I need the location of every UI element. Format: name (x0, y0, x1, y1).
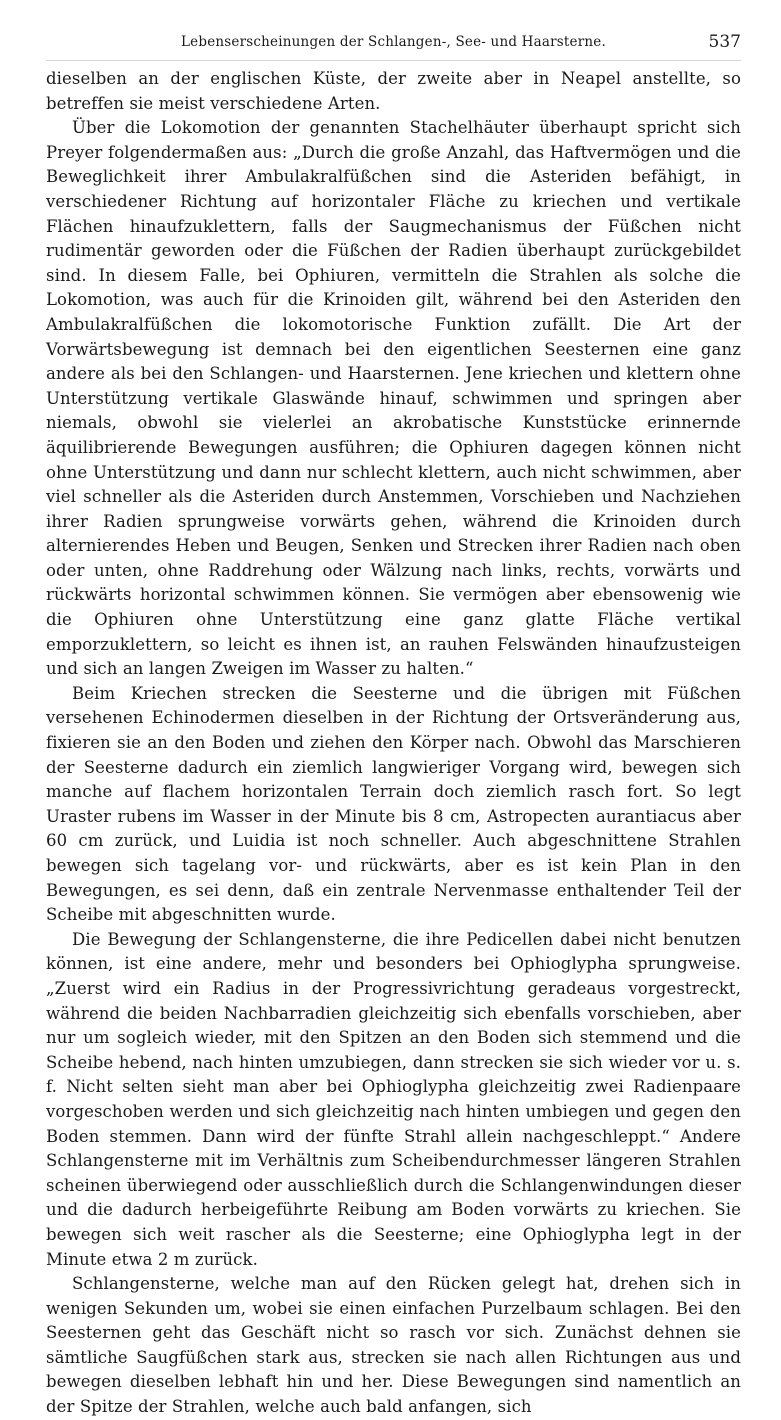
paragraph-continued: dieselben an der englischen Küste, der zweite aber in Neapel anstellte, so betreffen sie meist verschiedene Arten. (46, 69, 741, 113)
paragraph: Schlangensterne, welche man auf den Rücken gelegt hat, drehen sich in wenigen Sekunden um, wobei sie einen einfachen Purzelbaum schlagen. Bei den Seesternen geht das Geschäft nicht so rasch vor sich. Zunächst dehnen sie sämtliche Saugfüßchen stark aus, strecken sie nach allen Richtungen aus und bewegen dieselben lebhaft hin und her. Diese Bewegungen sind namentlich an der Spitze der Strahlen, welche auch bald anfangen, sich (46, 1274, 741, 1417)
paragraph: Die Bewegung der Schlangensterne, die ihre Pedicellen dabei nicht benutzen können, ist eine andere, mehr und besonders bei Ophioglypha sprungweise. „Zuerst wird ein Radius in der Progressivrichtung geradeaus vorgestreckt, während die beiden Nachbarradien gleichzeitig sich ebenfalls vorschieben, aber nur um sogleich wieder, mit den Spitzen an den Boden sich stemmend und die Scheibe hebend, nach hinten umzubiegen, dann strecken sie sich wieder vor u. s. f. Nicht selten sieht man aber bei Ophioglypha gleichzeitig zwei Radienpaare vorgeschoben werden und sich gleichzeitig nach hinten umbiegen und gegen den Boden stemmen. Dann wird der fünfte Strahl allein nachgeschleppt.“ Andere Schlangensterne mit im Verhältnis zum Scheibendurchmesser längeren Strahlen scheinen überwiegend oder ausschließlich durch die Schlangenwindungen dieser und die dadurch herbeigeführte Reibung am Boden vorwärts zu kriechen. Sie bewegen sich weit rascher als die Seesterne; eine Ophioglypha legt in der Minute etwa 2 m zurück. (46, 929, 741, 1269)
running-header (46, 30, 741, 61)
page-number: 537 (708, 32, 741, 52)
paragraph: Über die Lokomotion der genannten Stachelhäuter überhaupt spricht sich Preyer folgendermaßen aus: „Durch die große Anzahl, das Haftvermögen und die Beweglichkeit ihrer Ambulakralfüßchen sind die Asteriden befähigt, in verschiedener Richtung auf horizontaler Fläche zu kriechen und vertikale Flächen hinaufzuklettern, falls der Saugmechanismus der Füßchen nicht rudimentär geworden oder die Füßchen der Radien überhaupt zurückgebildet sind. In diesem Falle, bei Ophiuren, vermitteln die Strahlen als solche die Lokomotion, was auch für die Krinoiden gilt, während bei den Asteriden den Ambulakralfüßchen die lokomotorische Funktion zufällt. Die Art der Vorwärtsbewegung ist demnach bei den eigentlichen Seesternen eine ganz andere als bei den Schlangen- und Haarsternen. Jene kriechen und klettern ohne Unterstützung vertikale Glaswände hinauf, schwimmen und springen aber niemals, obwohl sie vielerlei an akrobatische Kunststücke erinnernde äquilibrierende Bewegungen ausführen; die Ophiuren dagegen können nicht ohne Unterstützung und dann nur schlecht klettern, auch nicht schwimmen, aber viel schneller als die Asteriden durch Anstemmen, Vorschieben und Nachziehen ihrer Radien sprungweise vorwärts gehen, während die Krinoiden durch alternierendes Heben und Beugen, Senken und Strecken ihrer Radien nach oben oder unten, ohne Raddrehung oder Wälzung nach links, rechts, vorwärts und rückwärts horizontal schwimmen können. Sie vermögen aber ebensowenig wie die Ophiuren ohne Unterstützung eine ganz glatte Fläche vertikal emporzuklettern, so leicht es ihnen ist, an rauhen Felswänden hinaufzusteigen und sich an langen Zweigen im Wasser zu halten.“ (46, 118, 741, 679)
paragraph: Beim Kriechen strecken die Seesterne und die übrigen mit Füßchen versehenen Echinodermen dieselben in der Richtung der Ortsveränderung aus, fixieren sie an den Boden und ziehen den Körper nach. Obwohl das Marschieren der Seesterne dadurch ein ziemlich langwieriger Vorgang wird, bewegen sich manche auf flachem horizontalen Terrain doch ziemlich rasch fort. So legt Uraster rubens im Wasser in der Minute bis 8 cm, Astropecten aurantiacus aber 60 cm zurück, und Luidia ist noch schneller. Auch abgeschnittene Strahlen bewegen sich tagelang vor- und rückwärts, aber es ist kein Plan in den Bewegungen, es sei denn, daß ein zentrale Nervenmasse enthaltender Teil der Scheibe mit abgeschnitten wurde. (46, 683, 741, 925)
body-text (46, 67, 741, 1420)
running-title: Lebenserscheinungen der Schlangen-, See- und Haarsterne. (181, 34, 606, 50)
